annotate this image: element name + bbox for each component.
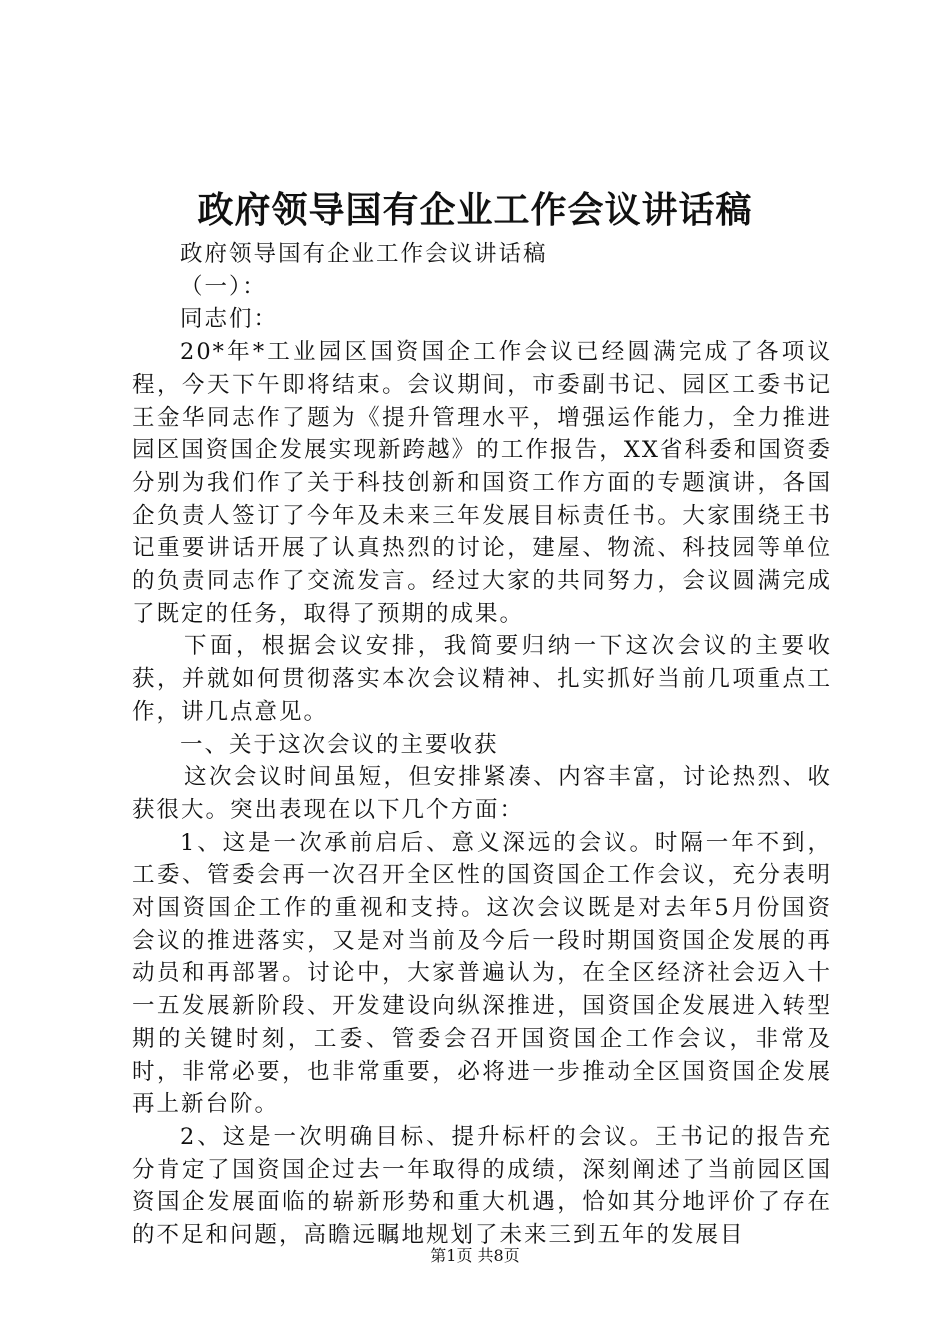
paragraph-body: 下面，根据会议安排，我简要归纳一下这次会议的主要收获，并就如何贯彻落实本次会议精神、扎实抓好当前几项重点工作，讲几点意见。 <box>132 633 832 725</box>
paragraph-body: 这次会议时间虽短，但安排紧凑、内容丰富，讨论热烈、收获很大。突出表现在以下几个方面： <box>132 764 832 823</box>
paragraph-body: 2、这是一次明确目标、提升标杆的会议。王书记的报告充分肯定了国资国企过去一年取得的成绩，深刻阐述了当前园区国资国企发展面临的崭新形势和重大机遇，恰如其分地评价了存在的不足和问题，高瞻远瞩地规划了未来三到五年的发展目 <box>132 1123 832 1249</box>
paragraph-body: 20*年*工业园区国资国企工作会议已经圆满完成了各项议程，今天下午即将结束。会议期间，市委副书记、园区工委书记王金华同志作了题为《提升管理水平，增强运作能力，全力推进园区国资国企发展实现新跨越》的工作报告，XX省科委和国资委分别为我们作了关于科技创新和国资工作方面的专题演讲，各国企负责人签订了今年及未来三年发展目标责任书。大家围绕王书记重要讲话开展了认真热烈的讨论，建屋、物流、科技园等单位的负责同志作了交流发言。经过大家的共同努力，会议圆满完成了既定的任务，取得了预期的成果。 <box>132 339 832 627</box>
paragraph-subtitle: 政府领导国有企业工作会议讲话稿 <box>180 241 548 267</box>
paragraph-part-number: （一）： <box>180 273 267 300</box>
paragraph-salutation: 同志们： <box>180 306 279 333</box>
page-number: 第1页 共8页 <box>430 1246 520 1265</box>
section-heading: 一、关于这次会议的主要收获 <box>180 731 499 758</box>
paragraph-body: 1、这是一次承前启后、意义深远的会议。时隔一年不到，工委、管委会再一次召开全区性的国资国企工作会议，充分表明对国资国企工作的重视和支持。这次会议既是对去年5月份国资会议的推进落实，又是对当前及今后一段时期国资国企发展的再动员和再部署。讨论中，大家普遍认为，在全区经济社会迈入十一五发展新阶段、开发建设向纵深推进，国资国企发展进入转型期的关键时刻，工委、管委会召开国资国企工作会议，非常及时，非常必要，也非常重要，必将进一步推动全区国资国企发展再上新台阶。 <box>132 829 832 1118</box>
document-body <box>132 238 832 1252</box>
document-title: 政府领导国有企业工作会议讲话稿 <box>197 189 753 231</box>
